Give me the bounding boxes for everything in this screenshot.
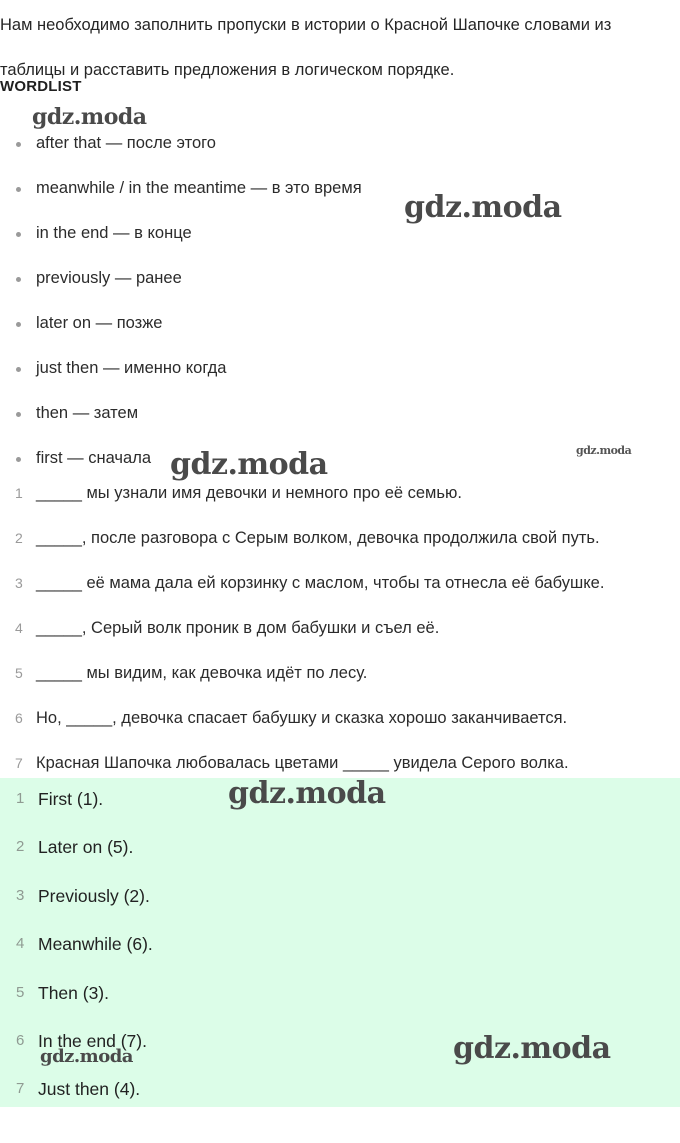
task-number: 2	[15, 530, 23, 546]
wordlist-heading: WORDLIST	[0, 78, 82, 95]
answer-number: 6	[16, 1032, 25, 1049]
watermark: gdz.moda	[404, 190, 562, 225]
bullet-icon	[16, 322, 21, 327]
intro-text: Нам необходимо заполнить пропуски в истории о Красной Шапочке словами из таблицы и расставить предложения в логическом порядке.	[0, 16, 612, 79]
bullet-icon	[16, 412, 21, 417]
answer-text: Later on (5).	[38, 837, 134, 857]
answer-number: 7	[16, 1080, 25, 1097]
answer-number: 2	[16, 838, 25, 855]
answer-number: 5	[16, 984, 25, 1001]
task-number: 4	[15, 620, 23, 636]
bullet-icon	[16, 187, 21, 192]
answer-text: Just then (4).	[38, 1079, 141, 1099]
answer-text: In the end (7).	[38, 1031, 147, 1051]
bullet-icon	[16, 277, 21, 282]
answer-text: Then (3).	[38, 983, 109, 1003]
bullet-icon	[16, 232, 21, 237]
bullet-icon	[16, 367, 21, 372]
bullet-icon	[16, 457, 21, 462]
watermark: gdz.moda	[170, 447, 328, 482]
watermark: gdz.moda	[32, 104, 147, 130]
task-text: _____, после разговора с Серым волком, девочка продолжила свой путь.	[36, 529, 600, 547]
task-text: _____, Серый волк проник в дом бабушки и съел её.	[36, 619, 440, 637]
task-text: Красная Шапочка любовалась цветами _____ увидела Серого волка.	[36, 754, 569, 772]
task-text: _____ мы узнали имя девочки и немного про её семью.	[36, 484, 462, 502]
task-text: _____ мы видим, как девочка идёт по лесу.	[36, 664, 368, 682]
task-text: _____ её мама дала ей корзинку с маслом, чтобы та отнесла её бабушке.	[36, 574, 605, 592]
answer-text: Previously (2).	[38, 886, 150, 906]
answer-text: Meanwhile (6).	[38, 934, 153, 954]
bullet-icon	[16, 142, 21, 147]
answer-text: First (1).	[38, 789, 104, 809]
task-number: 6	[15, 710, 23, 726]
task-number: 5	[15, 665, 23, 681]
watermark: gdz.moda	[40, 1046, 133, 1067]
task-number: 1	[15, 485, 23, 501]
answer-number: 1	[16, 790, 25, 807]
answer-number: 4	[16, 935, 25, 952]
watermark: gdz.moda	[228, 776, 386, 811]
answer-number: 3	[16, 887, 25, 904]
task-number: 3	[15, 575, 23, 591]
task-text: Но, _____, девочка спасает бабушку и сказка хорошо заканчивается.	[36, 709, 568, 727]
watermark: gdz.moda	[453, 1031, 611, 1066]
task-number: 7	[15, 755, 23, 771]
watermark: gdz.moda	[576, 444, 632, 457]
